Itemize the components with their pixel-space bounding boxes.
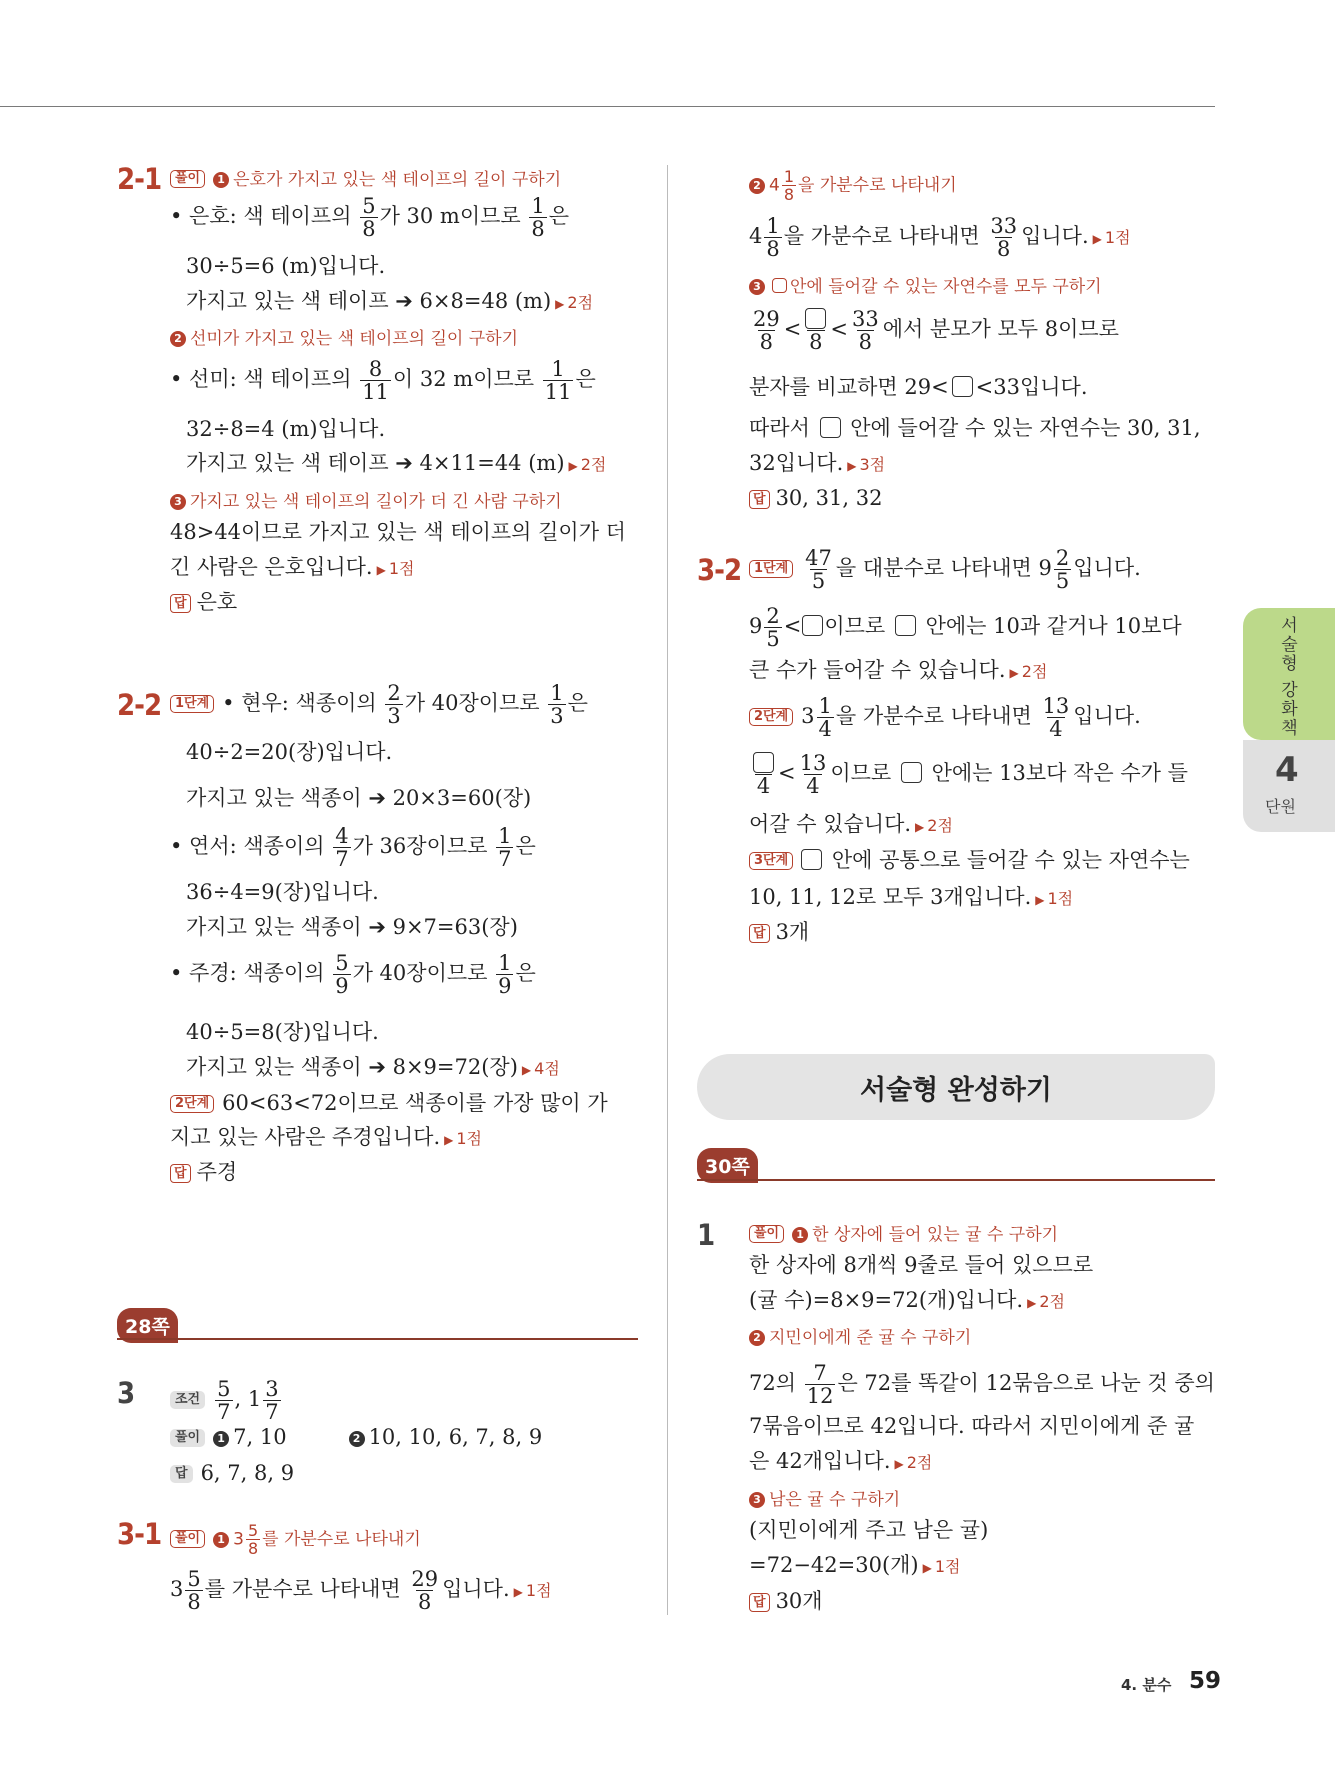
text-line: 분자를 비교하면 29< <33입니다. (749, 375, 1088, 399)
text-line: =72−42=30(개)▶ 1점 (749, 1551, 961, 1582)
answer-line: 답 30, 31, 32 (749, 484, 882, 512)
unit-label: 단원 (1265, 797, 1296, 816)
text-line: • 주경: 색종이의 $\frac{5}{9}$ 가 40장이므로 $\frac{1}{9}$ 은 (170, 951, 536, 998)
section-rule (117, 1338, 638, 1340)
text-line: 가지고 있는 색종이 ➔ 8×9=72(장)▶ 4점 (186, 1053, 560, 1084)
text-line: 40÷5=8(장)입니다. (186, 1020, 379, 1044)
blank-box (820, 417, 841, 438)
text-line: 36÷4=9(장)입니다. (186, 880, 379, 904)
fraction: $\frac{2}{5}$ (766, 604, 780, 651)
fraction: $\frac{1}{4}$ (818, 694, 832, 741)
text-line: 가지고 있는 색 테이프 ➔ 4×11=44 (m)▶ 2점 (186, 449, 606, 480)
fraction: $\frac{8}{11}$ (362, 357, 389, 404)
fraction: 4 (751, 752, 776, 797)
step-heading: 3 가지고 있는 색 테이프의 길이가 더 긴 사람 구하기 (170, 488, 562, 516)
text-line: 40÷2=20(장)입니다. (186, 740, 393, 764)
section-rule (697, 1179, 1215, 1181)
fraction: $\frac{7}{12}$ (806, 1361, 834, 1408)
problem-number: 2-1 (117, 162, 162, 196)
text-line: 가지고 있는 색종이 ➔ 20×3=60(장) (186, 786, 532, 810)
text-line: 한 상자에 8개씩 9줄로 들어 있으므로 (749, 1253, 1094, 1277)
fraction: $\frac{29}{8}$ (411, 1567, 439, 1614)
fraction: $\frac{5}{7}$ (217, 1377, 231, 1424)
fraction: $\frac{13}{4}$ (799, 751, 827, 798)
blank-box (952, 376, 973, 397)
step-heading: 풀이 1 은호가 가지고 있는 색 테이프의 길이 구하기 (170, 166, 561, 194)
fraction: $\frac{2}{5}$ (1055, 546, 1070, 593)
fraction: $\frac{2}{3}$ (387, 681, 401, 728)
fraction: $\frac{33}{8}$ (990, 214, 1018, 261)
text-line: • 선미: 색 테이프의 $\frac{8}{11}$ 이 32 m이므로 $\frac{1}{11}$ 은 (170, 357, 596, 404)
text-line: 4 $\frac{1}{8}$ 을 가분수로 나타내면 $\frac{33}{8}$ 입니다.▶ 1점 (749, 215, 1131, 260)
text-line: 7묶음이므로 42입니다. 따라서 지민이에게 준 귤 (749, 1414, 1195, 1438)
text-line: 30÷5=6 (m)입니다. (186, 254, 386, 278)
fraction: $\frac{1}{8}$ (531, 194, 545, 241)
problem-number: 3 (117, 1376, 135, 1410)
text-line: 큰 수가 들어갈 수 있습니다.▶ 2점 (749, 656, 1047, 687)
text-line: 72의 $\frac{7}{12}$ 은 72를 똑같이 12묶음으로 나눈 것 중의 (749, 1361, 1215, 1408)
text-line: 풀이 1 7, 10 2 10, 10, 6, 7, 8, 9 (170, 1423, 542, 1451)
text-line: 어갈 수 있습니다.▶ 2점 (749, 810, 953, 841)
text-line: 32입니다.▶ 3점 (749, 449, 885, 480)
text-line: 가지고 있는 색종이 ➔ 9×7=63(장) (186, 915, 518, 939)
side-tab[interactable]: 서술형 강화책 (1243, 608, 1335, 740)
chapter-label: 4. 분수 (1121, 1676, 1172, 1694)
fraction: $\frac{1}{9}$ (498, 951, 512, 998)
step-heading: 2 지민이에게 준 귤 수 구하기 (749, 1324, 971, 1352)
step-heading: 풀이 1 3 $\frac{5}{8}$ 를 가분수로 나타내기 (170, 1522, 421, 1557)
problem-number: 3-1 (117, 1517, 162, 1551)
fraction: $\frac{5}{8}$ (247, 1521, 259, 1558)
step-heading: 3 안에 들어갈 수 있는 자연수를 모두 구하기 (749, 273, 1102, 301)
fraction: $\frac{1}{8}$ (783, 167, 795, 204)
step-heading: 2 선미가 가지고 있는 색 테이프의 길이 구하기 (170, 325, 518, 353)
answer-line: 답 3개 (749, 918, 809, 946)
section-title: 서술형 완성하기 (860, 1075, 1052, 1106)
text-line: 1단계 $\frac{47}{5}$ 을 대분수로 나타내면 9 $\frac{2}{5}$ 입니다. (749, 547, 1141, 592)
text-line: 3단계 안에 공통으로 들어갈 수 있는 자연수는 (749, 846, 1190, 874)
fraction: $\frac{33}{8}$ (851, 307, 879, 354)
page-number: 59 (1189, 1668, 1222, 1694)
text-line: 은 42개입니다.▶ 2점 (749, 1447, 932, 1478)
text-line: 조건 $\frac{5}{7}$ , 1 $\frac{3}{7}$ (170, 1378, 283, 1423)
fraction: $\frac{1}{7}$ (498, 824, 512, 871)
text-line: (지민이에게 주고 남은 귤) (749, 1518, 989, 1542)
text-line: 10, 11, 12로 모두 3개입니다.▶ 1점 (749, 883, 1073, 914)
page-badge: 28쪽 (117, 1308, 178, 1343)
fraction: $\frac{5}{9}$ (335, 951, 349, 998)
fraction: $\frac{1}{3}$ (550, 681, 564, 728)
fraction: $\frac{4}{7}$ (335, 824, 349, 871)
text-line: 3 $\frac{5}{8}$ 를 가분수로 나타내면 $\frac{29}{8}$ 입니다.▶ 1점 (170, 1568, 552, 1613)
answer-line: 답 6, 7, 8, 9 (170, 1459, 294, 1487)
fraction: $\frac{3}{7}$ (265, 1377, 279, 1424)
step-1-icon: 1 (213, 172, 229, 188)
text-line: (귤 수)=8×9=72(개)입니다.▶ 2점 (749, 1286, 1065, 1317)
text-line: 가지고 있는 색 테이프 ➔ 6×8=48 (m)▶ 2점 (186, 287, 593, 318)
step-heading: 3 남은 귤 수 구하기 (749, 1486, 900, 1514)
fraction: $\frac{1}{8}$ (766, 214, 780, 261)
text-line: 2단계 60<63<72이므로 색종이를 가장 많이 가 (170, 1089, 608, 1117)
text-line: • 은호: 색 테이프의 $\frac{5}{8}$ 가 30 m이므로 $\frac{1}{8}$ 은 (170, 194, 570, 241)
unit-tab[interactable] (1243, 740, 1335, 832)
text-line: 32÷8=4 (m)입니다. (186, 417, 386, 441)
problem-number: 1 (697, 1218, 715, 1252)
fraction: $\frac{1}{11}$ (544, 357, 572, 404)
page-badge: 30쪽 (697, 1148, 758, 1183)
text-line: • 연서: 색종이의 $\frac{4}{7}$ 가 36장이므로 $\frac{1}{7}$ 은 (170, 824, 536, 871)
column-divider (667, 165, 668, 1615)
text-line: 따라서 안에 들어갈 수 있는 자연수는 30, 31, (749, 416, 1201, 440)
fraction: 8 (803, 308, 828, 353)
top-rule (0, 106, 1215, 107)
unit-number: 4 (1275, 750, 1299, 790)
text-line: 지고 있는 사람은 주경입니다.▶ 1점 (170, 1123, 482, 1154)
step-2-icon: 2 (170, 331, 186, 347)
fraction: $\frac{5}{8}$ (362, 194, 376, 241)
fraction: $\frac{29}{8}$ (753, 307, 780, 354)
fraction: $\frac{5}{8}$ (187, 1567, 201, 1614)
text-line: 긴 사람은 은호입니다.▶ 1점 (170, 553, 414, 584)
step-heading: 2 4 $\frac{1}{8}$ 을 가분수로 나타내기 (749, 168, 957, 203)
text-line: 9 $\frac{2}{5}$ < 이므로 안에는 10과 같거나 10보다 (749, 604, 1182, 651)
step-3-icon: 3 (170, 494, 186, 510)
answer-line: 답 은호 (170, 588, 237, 616)
answer-line: 답 주경 (170, 1158, 237, 1186)
fraction: $\frac{47}{5}$ (805, 546, 832, 593)
answer-line: 답 30개 (749, 1587, 823, 1615)
text-line: 1단계 • 현우: 색종이의 $\frac{2}{3}$ 가 40장이므로 $\frac{1}{3}$ 은 (170, 682, 588, 727)
text-line: 48>44이므로 가지고 있는 색 테이프의 길이가 더 (170, 520, 626, 544)
text-line: 4 < $\frac{13}{4}$ 이므로 안에는 13보다 작은 수가 들 (749, 752, 1188, 797)
text-line: $\frac{29}{8}$ < 8 < $\frac{33}{8}$ 에서 분모가 모두 8이므로 (753, 307, 1119, 354)
problem-number: 3-2 (697, 553, 742, 587)
problem-number: 2-2 (117, 688, 162, 722)
step-heading: 풀이 1 한 상자에 들어 있는 귤 수 구하기 (749, 1221, 1058, 1249)
tag-solution: 풀이 (170, 170, 205, 188)
text-line: 2단계 3 $\frac{1}{4}$ 을 가분수로 나타내면 $\frac{13}{4}$ 입니다. (749, 695, 1141, 740)
fraction: $\frac{13}{4}$ (1042, 694, 1070, 741)
